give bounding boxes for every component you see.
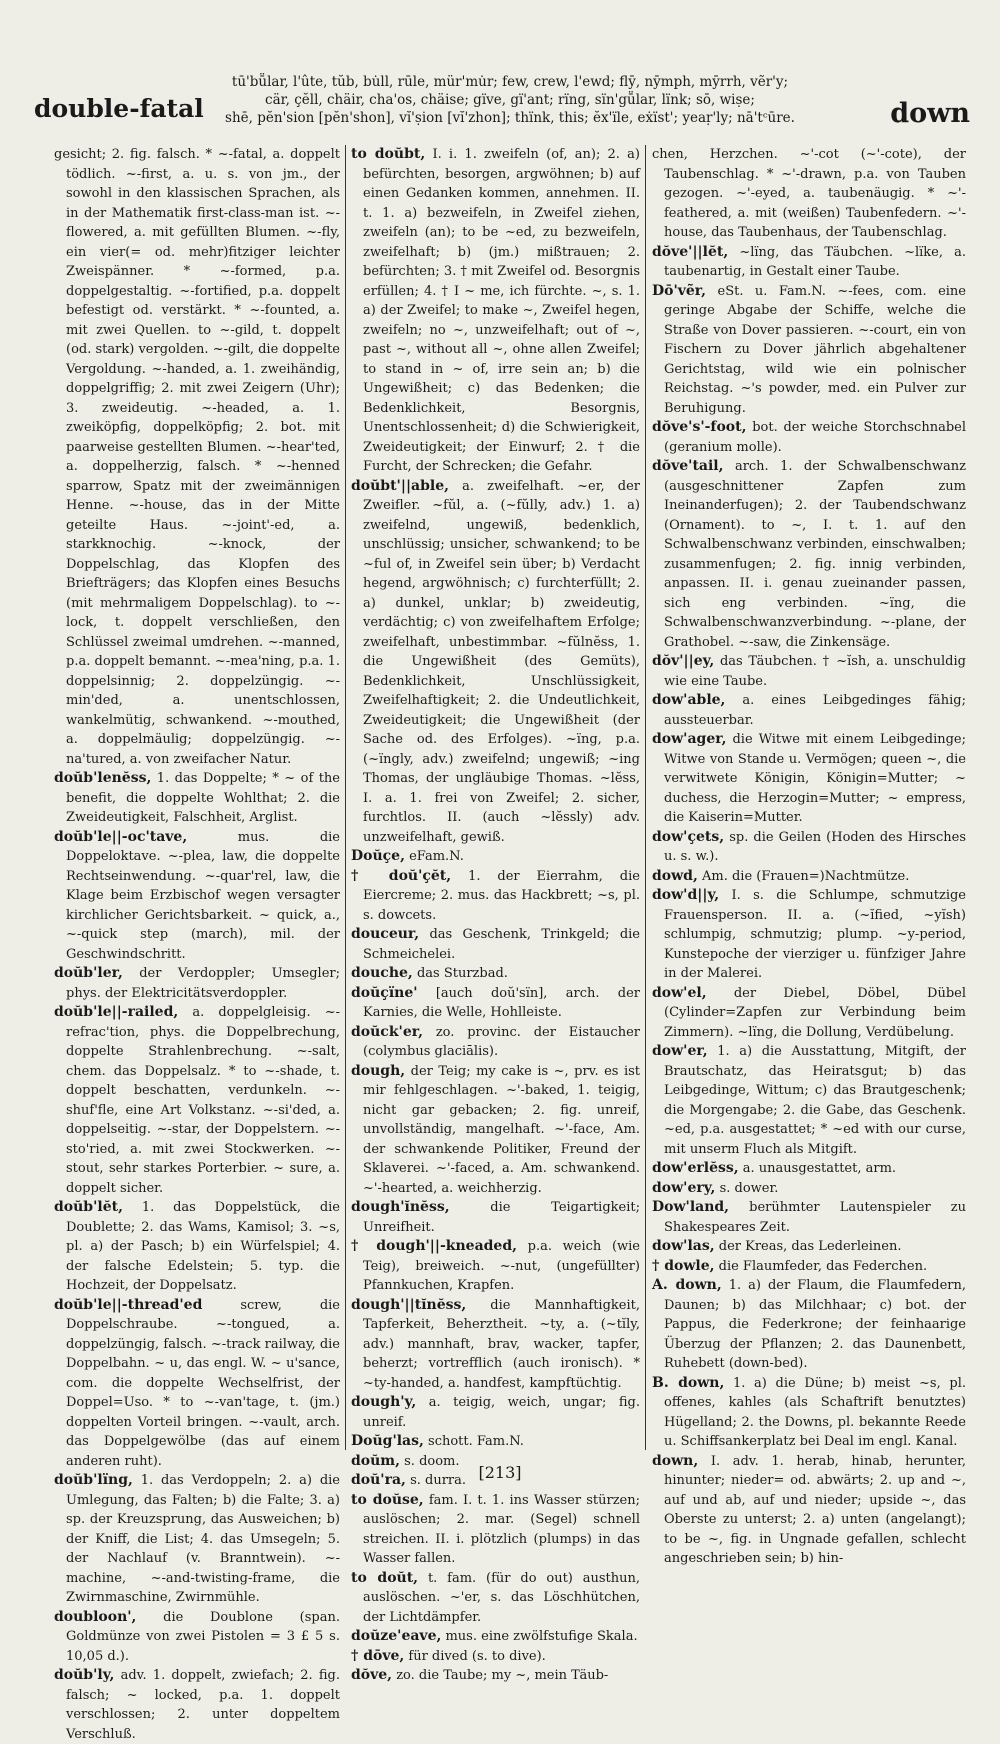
dictionary-entry [351,1491,640,1569]
entry-definition: zo. provinc. der Eistaucher (colymbus glaciālis). [363,1024,640,1059]
entry-definition: 1. a) der Flaum, die Flaumfedern, Daunen; b) das Milchhaar; c) bot. der Pappus, die Federkrone; der feinhaarige Überzug der Pflanzen; 2. das Daunenbett, Ruhebett (down-bed). [664,1278,967,1371]
entry-headword: doŭze'eave, [351,1628,442,1644]
entry-definition: s. durra. [410,1473,467,1488]
dictionary-entry [351,1198,640,1237]
dictionary-entry [351,1062,640,1199]
entry-headword: to doŭbt, [351,146,426,162]
entry-headword: Dow'land, [652,1199,730,1215]
dictionary-entry [351,1647,640,1667]
dictionary-entry [652,1159,966,1179]
entry-headword: doŭbt'||able, [351,477,449,494]
left-guide-word: double-fatal [34,94,204,123]
entry-headword: dŏv'||ey, [652,653,715,669]
pronunciation-key-line: cär, çĕll, chäir, cha'os, chäise; gïve, gï'ant; rïng, sïn'gṻlar, lïnk; sō, wiṣe; [265,92,755,108]
entry-definition: s. doom. [404,1453,460,1469]
entry-definition: bot. der weiche Storchschnabel (geranium molle). [664,420,966,455]
entry-definition: der Verdoppler; Umsegler; phys. der Elektricitätsverdoppler. [66,966,340,1001]
entry-definition: 1. a) die Ausstattung, Mitgift, der Brautschatz, das Heiratsgut; b) das Leibgedinge, Wittum; c) das Brautgeschenk; die Morgengabe; 2. die Gabe, das Geschenk. ~ed, p.a. ausgestattet; * ~ed with our curse, mit unserm Fluch als Mitgift. [664,1044,966,1157]
entry-definition: a. zweifelhaft. ~er, der Zweifler. ~fŭl, a. (~fŭlly, adv.) 1. a) zweifelnd, ungewiß, bedenklich, unschlüssig; unsicher, schwankend; to be ~ful of, in Zweifel sein über; b) Verdacht hegend, argwöhnisch; c) furchterfüllt; 2. a) dunkel, unklar; b) zweideutig, verdächtig; c) von zweifelhaftem Erfolge; zweifelhaft, unbestimmbar. ~fŭlnĕss, 1. die Ungewißheit (des Gemüts), Bedenklichkeit, Unschlüssigkeit, Zweifelhaftigkeit; 2. die Undeutlichkeit, Zweideutigkeit; die Ungewißheit (der Sache od. des Erfolges). ~ïng, p.a. (~ïngly, adv.) zweifelnd; ungewiß; ~ing Thomas, der ungläubige Thomas. ~lĕss, I. a. 1. frei von Zweifel; 2. sicher, furchtlos. II. (auch ~lĕssly) adv. unzweifelhaft, gewiß. [363,478,640,845]
entry-headword: dow'las, [652,1238,715,1254]
dictionary-entry [351,1237,640,1296]
entry-headword: doŭb'lenĕss, [54,770,152,786]
entry-definition: a. eines Leibgedinges fähig; aussteuerbar. [664,693,966,728]
entry-definition: der Teig; my cake is ~, prv. es ist mir fehlgeschlagen. ~'-baked, 1. teigig, nicht gar gebacken; 2. fig. unreif, unvollständig, mangelhaft. ~'-face, Am. der schwankende Politiker, Freund der Sklaverei. ~'-faced, a. Am. schwankend. ~'-hearted, a. weichherzig. [363,1063,640,1196]
entry-definition: 1. der Eierrahm, die Eiercreme; 2. mus. das Hackbrett; ~s, pl. s. dowcets. [363,868,640,923]
entry-definition: eFam.N. [409,849,464,864]
dictionary-entry [54,1666,340,1744]
dictionary-entry [351,1432,640,1452]
dictionary-entry [351,847,640,867]
entry-definition: [auch doŭ'sïn], arch. der Karnies, die Welle, Hohlleiste. [363,985,640,1020]
entry-definition: ~lïng, das Täubchen. ~lïke, a. taubenartig, in Gestalt einer Taube. [664,244,966,279]
dictionary-entry [351,867,640,926]
entry-definition: sp. die Geilen (Hoden des Hirsches u. s. w.). [664,829,966,864]
entry-headword: douche, [351,965,413,981]
dictionary-entry [54,1608,340,1667]
entry-headword: doubloon', [54,1608,137,1625]
entry-headword: dŏve'tail, [652,458,724,474]
dictionary-entry [652,828,966,867]
entry-definition: die Teigartigkeit; Unreifheit. [363,1200,640,1235]
entry-definition: die Flaumfeder, das Federchen. [718,1258,928,1274]
entry-headword: dŏve's'-foot, [652,419,747,435]
entry-headword: A. down, [652,1277,722,1293]
dictionary-entry [351,477,640,848]
dictionary-entry [652,867,966,887]
entry-headword: doŭ'ra, [351,1472,406,1488]
entry-definition: Am. die (Frauen=)Nachtmütze. [701,868,910,884]
entry-definition: mus. eine zwölfstufige Skala. [445,1629,638,1644]
dictionary-entry [652,1374,966,1452]
entry-definition: die Doublone (span. Goldmünze von zwei Pistolen = 3 £ 5 s. 10,05 d.). [66,1609,340,1664]
entry-headword: dow'd||y, [652,887,720,903]
entry-headword: dowd, [652,867,698,884]
pronunciation-key-line: shē, pĕn'sion [pĕn'shon], vĭ'ṣion [vĭ'zhon]; thïnk, this; ĕx'ïle, eẋïst'; yeaṛ'ly; nā'tᶜūre. [225,110,795,126]
entry-definition: a. teigig, weich, ungar; fig. unreif. [363,1395,640,1430]
entry-headword: dow'er, [652,1043,708,1059]
dictionary-entry [351,1569,640,1628]
entry-headword: to doŭt, [351,1569,419,1586]
entry-definition: zo. die Taube; my ~, mein Täub- [396,1668,609,1683]
entry-definition: der Kreas, das Lederleinen. [718,1239,902,1254]
entry-headword: B. down, [652,1374,725,1391]
entry-definition: screw, die Doppelschraube. ~-tongued, a. doppelzüngig, falsch. ~-track railway, die Doppelbahn. ~ u, das engl. W. ~ u'sance, com. die doppelte Wechselfrist, der Doppel=Uso. * to ~-van'tage, t. (jm.) doppelten Vorteil bringen. ~-vault, arch. das Doppelgewölbe (das auf einem anderen ruht). [66,1297,340,1469]
dictionary-entry [351,1023,640,1062]
dictionary-entry [652,282,966,419]
entry-definition: 1. das Verdoppeln; 2. a) die Umlegung, das Falten; b) die Falte; 3. a) sp. der Kreuzsprung, das Ausweichen; b) der Kniff, die List; 4. das Umsegeln; 5. der Nachlauf (v. Branntwein). ~-machine, ~-and-twisting-frame, die Zwirnmaschine, Zwirnmühle. [66,1473,340,1605]
entry-definition: t. fam. (für do out) austhun, auslöschen. ~'er, s. das Löschhütchen, der Lichtdämpfer. [363,1570,641,1625]
dictionary-entry [652,243,966,282]
dictionary-entry [652,1276,966,1374]
dictionary-entry [351,1627,640,1647]
dictionary-entry [351,145,640,477]
page-number: [213] [478,1463,522,1482]
entry-headword: doŭb'lĕt, [54,1199,123,1215]
entry-definition: für dived (s. to dive). [408,1648,546,1664]
entry-headword: doŭb'ly, [54,1667,115,1683]
entry-headword: dow'ager, [652,731,727,747]
dictionary-entry [652,691,966,730]
dictionary-entry [652,1198,966,1237]
dictionary-entry [652,886,966,984]
entry-headword: † dowle, [652,1257,715,1274]
entry-definition: die Mannhaftigkeit, Tapferkeit, Beherztheit. ~ty, a. (~tĭly, adv.) mannhaft, brav, wacker, tapfer, beherzt; vortrefflich (auch ironisch). * ~ty-handed, a. handfest, kampftüchtig. [363,1297,640,1391]
dictionary-entry [652,145,966,243]
entry-headword: doŭb'lïng, [54,1472,133,1488]
entry-definition: mus. die Doppeloktave. ~-plea, law, die doppelte Rechtseinwendung. ~-quar'rel, law, die Klage beim Erzbischof wegen versagter kirchlicher Gerichtsbarkeit. ~ quick, a., ~-quick step (march), mil. der Geschwindschritt. [66,829,340,962]
pronunciation-key [200,73,820,127]
right-guide-word: down [890,98,970,129]
entry-headword: doŭm, [351,1452,400,1469]
entry-headword: doŭb'ler, [54,965,123,981]
dictionary-entry [54,964,340,1003]
column-1 [54,145,340,1742]
dictionary-entry [652,984,966,1043]
entry-definition: p.a. weich (wie Teig), breiweich. ~-nut, (ungefüllter) Pfannkuchen, Krapfen. [363,1239,640,1293]
dictionary-entry [54,1471,340,1608]
entry-headword: dow'çets, [652,828,725,845]
dictionary-entry [652,1257,966,1277]
entry-headword: dow'el, [652,984,707,1001]
dictionary-entry [54,1003,340,1198]
column-3 [652,145,967,1566]
entry-headword: dŏve, [351,1667,393,1683]
dictionary-entry [54,828,340,965]
entry-headword: dough'ĭnĕss, [351,1199,450,1215]
entry-definition: das Geschenk, Trinkgeld; die Schmeichelei. [363,927,640,962]
dictionary-entry [652,1179,966,1199]
dictionary-entry [351,964,640,984]
entry-definition: adv. 1. doppelt, zwiefach; 2. fig. falsch; ~ locked, p.a. 1. doppelt verschlossen; 2. unter doppeltem Verschluß. [66,1668,340,1742]
entry-definition: die Witwe mit einem Leibgedinge; Witwe von Stande u. Vermögen; queen ~, die verwitwete Königin, Königin=Mutter; ~ duchess, die Herzogin=Mutter; ~ empress, die Kaiserin=Mutter. [664,732,966,825]
entry-headword: dow'able, [652,692,726,708]
entry-headword: to doŭse, [351,1491,424,1508]
dictionary-entry [351,1296,640,1394]
entry-headword: Dō'vẽr, [652,282,707,299]
pronunciation-key-line: tū'bṻlar, l'ûte, tŭb, bu̇ll, rūle, mür'mu̇r; few, crew, l'ewd; flȳ, nȳmph, mȳrrh, vẽr'y; [231,74,789,90]
entry-definition: a. unausgestattet, arm. [742,1161,897,1176]
entry-headword: down, [652,1452,699,1469]
dictionary-entry [54,769,340,828]
entry-headword: dough, [351,1062,406,1079]
entry-headword: douceur, [351,926,420,942]
dictionary-entry [351,1666,640,1686]
entry-definition: fam. I. t. 1. ins Wasser stürzen; auslöschen; 2. mar. (Segel) schnell streichen. II. i. plötzlich (plumps) in das Wasser fallen. [363,1492,640,1566]
entry-headword: doŭçïne' [351,984,418,1001]
entry-definition: das Sturzbad. [416,966,508,981]
entry-headword: doŭck'er, [351,1023,423,1040]
entry-headword: dough'||tĭnĕss, [351,1296,467,1313]
entry-definition: berühmter Lautenspieler zu Shakespeares Zeit. [664,1200,966,1235]
entry-headword: Doŭg'las, [351,1433,424,1449]
entry-definition: I. adv. 1. herab, hinab, herunter, hinunter; nieder= od. abwärts; 2. up and ~, auf und ab, auf und nieder; upside ~, das Oberste zu unterst; 2. a) unten (angelangt); to be ~, fig. in Ungnade gefallen, schlecht angeschrieben sein; b) hin- [664,1453,966,1566]
entry-headword: doŭb'le||-railed, [54,1004,179,1020]
dictionary-entry [351,1393,640,1432]
entry-headword: dough'y, [351,1394,417,1410]
entry-headword: doŭb'le||-oc'tave, [54,828,188,845]
dictionary-entry [652,418,966,457]
dictionary-entry [351,925,640,964]
dictionary-entry [652,457,966,652]
dictionary-entry [54,145,340,769]
entry-headword: Doŭçe, [351,848,405,864]
dictionary-entry [351,984,640,1023]
entry-definition: arch. 1. der Schwalbenschwanz (ausgeschnittener Zapfen zum Ineinanderfugen); 2. der Taubendschwanz (Ornament). to ~, I. t. 1. auf den Schwalbenschwanz verbinden, einschwalben; zusammenfugen; 2. fig. innig verbinden, anpassen. II. i. genau zueinander passen, sich eng verbinden. ~ïng, die Schwalbenschwanzverbindung. ~-plane, der Grathobel. ~-saw, die Zinkensäge. [664,459,966,650]
entry-definition: schott. Fam.N. [428,1434,524,1449]
dictionary-entry [652,1237,966,1257]
entry-headword: dow'erlĕss, [652,1160,739,1176]
entry-headword: dŏve'||lĕt, [652,243,729,260]
entry-definition: I. s. die Schlumpe, schmutzige Frauensperson. II. a. (~ĭfied, ~yĭsh) schlumpig, schmutzig; plump. ~y-period, Kunstepoche der vierziger u. fünfziger Jahre in der Malerei. [664,888,967,981]
dictionary-entry [652,730,966,828]
dictionary-entry [652,652,966,691]
entry-definition: 1. a) die Düne; b) meist ~s, pl. offenes, kahles (als Schaftrift benutztes) Hügelland; 2. the Downs, pl. bekannte Reede u. Schiffsankerplatz bei Deal im engl. Kanal. [664,1375,966,1449]
entry-definition: chen, Herzchen. ~'-cot (~'-cote), der Taubenschlag. * ~'-drawn, p.a. von Tauben gezogen. ~'-eyed, a. taubenäugig. * ~'-feathered, a. mit (weißen) Taubenfedern. ~'-house, das Taubenhaus, der Taubenschlag. [652,147,966,240]
entry-headword: † dōve, [351,1647,405,1664]
entry-definition: I. i. 1. zweifeln (of, an); 2. a) befürchten, besorgen, argwöhnen; b) auf einen Gedanken kommen, annehmen. II. t. 1. a) bezweifeln, in Zweifel ziehen, zweifeln (an); to be ~ed, zu bezweifeln, zweifelhaft; b) (jm.) mißtrauen; 2. befürchten; 3. † mit Zweifel od. Besorgnis erfüllen; 4. † I ~ me, ich fürchte. ~, s. 1. a) der Zweifel; to make ~, Zweifel hegen, zweifeln; no ~, unzweifelhaft; out of ~, past ~, without all ~, ohne allen Zweifel; to stand in ~ of, irre sein an; b) die Ungewißheit; c) das Bedenken; die Bedenklichkeit, Besorgnis, Unentschlossenheit; d) die Schwierigkeit, Zweideutigkeit; der Einwurf; 2. † die Furcht, der Schrecken; die Gefahr. [363,147,640,474]
dictionary-entry [54,1198,340,1296]
entry-headword: † dough'||-kneaded, [351,1238,518,1254]
entry-definition: 1. das Doppelstück, die Doublette; 2. das Wams, Kamisol; 3. ~s, pl. a) der Pasch; b) ein Würfelspiel; 4. der falsche Edelstein; 5. typ. die Hochzeit, der Doppelsatz. [66,1200,340,1293]
entry-definition: eSt. u. Fam.N. ~-fees, com. eine geringe Abgabe der Schiffe, welche die Straße von Dover passieren. ~-court, ein von Fischern zu Dover jährlich abgehaltener Gerichtstag, wild wie ein polnischer Reichstag. ~'s powder, med. ein Pulver zur Beruhigung. [664,283,966,416]
dictionary-entry [652,1042,966,1159]
entry-headword: doŭb'le||-thread'ed [54,1296,203,1313]
entry-definition: a. doppelgleisig. ~-refrac'tion, phys. die Doppelbrechung, doppelte Strahlenbrechung. ~-salt, chem. das Doppelsalz. * to ~-shade, t. doppelt beschatten, verdunkeln. ~-shuf'fle, eine Art Volkstanz. ~-si'ded, a. doppelseitig. ~-star, der Doppelstern. ~-sto'ried, a. mit zwei Stockwerken. ~-stout, sehr starkes Porterbier. ~ sure, a. doppelt sicher. [66,1005,340,1196]
entry-definition: das Täubchen. † ~ĭsh, a. unschuldig wie eine Taube. [664,654,966,689]
entry-definition: s. dower. [719,1180,779,1196]
entry-headword: dow'ery, [652,1179,716,1196]
entry-headword: † doŭ'çĕt, [351,867,452,884]
entry-definition: 1. das Doppelte; * ~ of the benefit, die doppelte Wohlthat; 2. die Zweideutigkeit, Falschheit, Arglist. [66,771,340,825]
entry-definition: gesicht; 2. fig. falsch. * ~-fatal, a. doppelt tödlich. ~-first, a. u. s. von jm., der sowohl in den klassischen Sprachen, als in der Mathematik first-class-man ist. ~-flowered, a. mit gefüllten Blumen. ~-fly, ein vier(= od. mehr)fitziger leichter Zweispänner. * ~-formed, p.a. doppelgestaltig. ~-fortified, p.a. doppelt befestigt od. verstärkt. * ~-founted, a. mit zwei Quellen. to ~-gild, t. doppelt (od. stark) vergolden. ~-gilt, die doppelte Vergoldung. ~-handed, a. 1. zweihändig, doppelgriffig; 2. mit zwei Zeigern (Uhr); 3. zweideutig. ~-headed, a. 1. zweiköpfig, doppelköpfig; 2. bot. mit paarweise gestellten Blumen. ~-hear'ted, a. doppelherzig, falsch. * ~-henned sparrow, Spatz mit der zweimännigen Henne. ~-house, das in der Mitte geteilte Haus. ~-joint'-ed, a. starkknochig. ~-knock, der Doppelschlag, das Klopfen des Briefträgers; das Klopfen eines Besuchs (mit mehrmaligem Doppelschlag). to ~-lock, t. doppelt verschließen, den Schlüssel zweimal umdrehen. ~-manned, p.a. doppelt bemannt. ~-mea'ning, p.a. 1. doppelsinnig; 2. doppelzüngig. ~-min'ded, a. unentschlossen, wankelmütig, schwankend. ~-mouthed, a. doppelmäulig; doppelzüngig. ~-na'tured, a. von zweifacher Natur. [54,147,340,767]
entry-definition: der Diebel, Döbel, Dübel (Cylinder=Zapfen zur Verbindung beim Zimmern). ~lïng, die Dollung, Verdübelung. [664,985,966,1040]
page-header [30,68,970,138]
dictionary-entry [54,1296,340,1472]
